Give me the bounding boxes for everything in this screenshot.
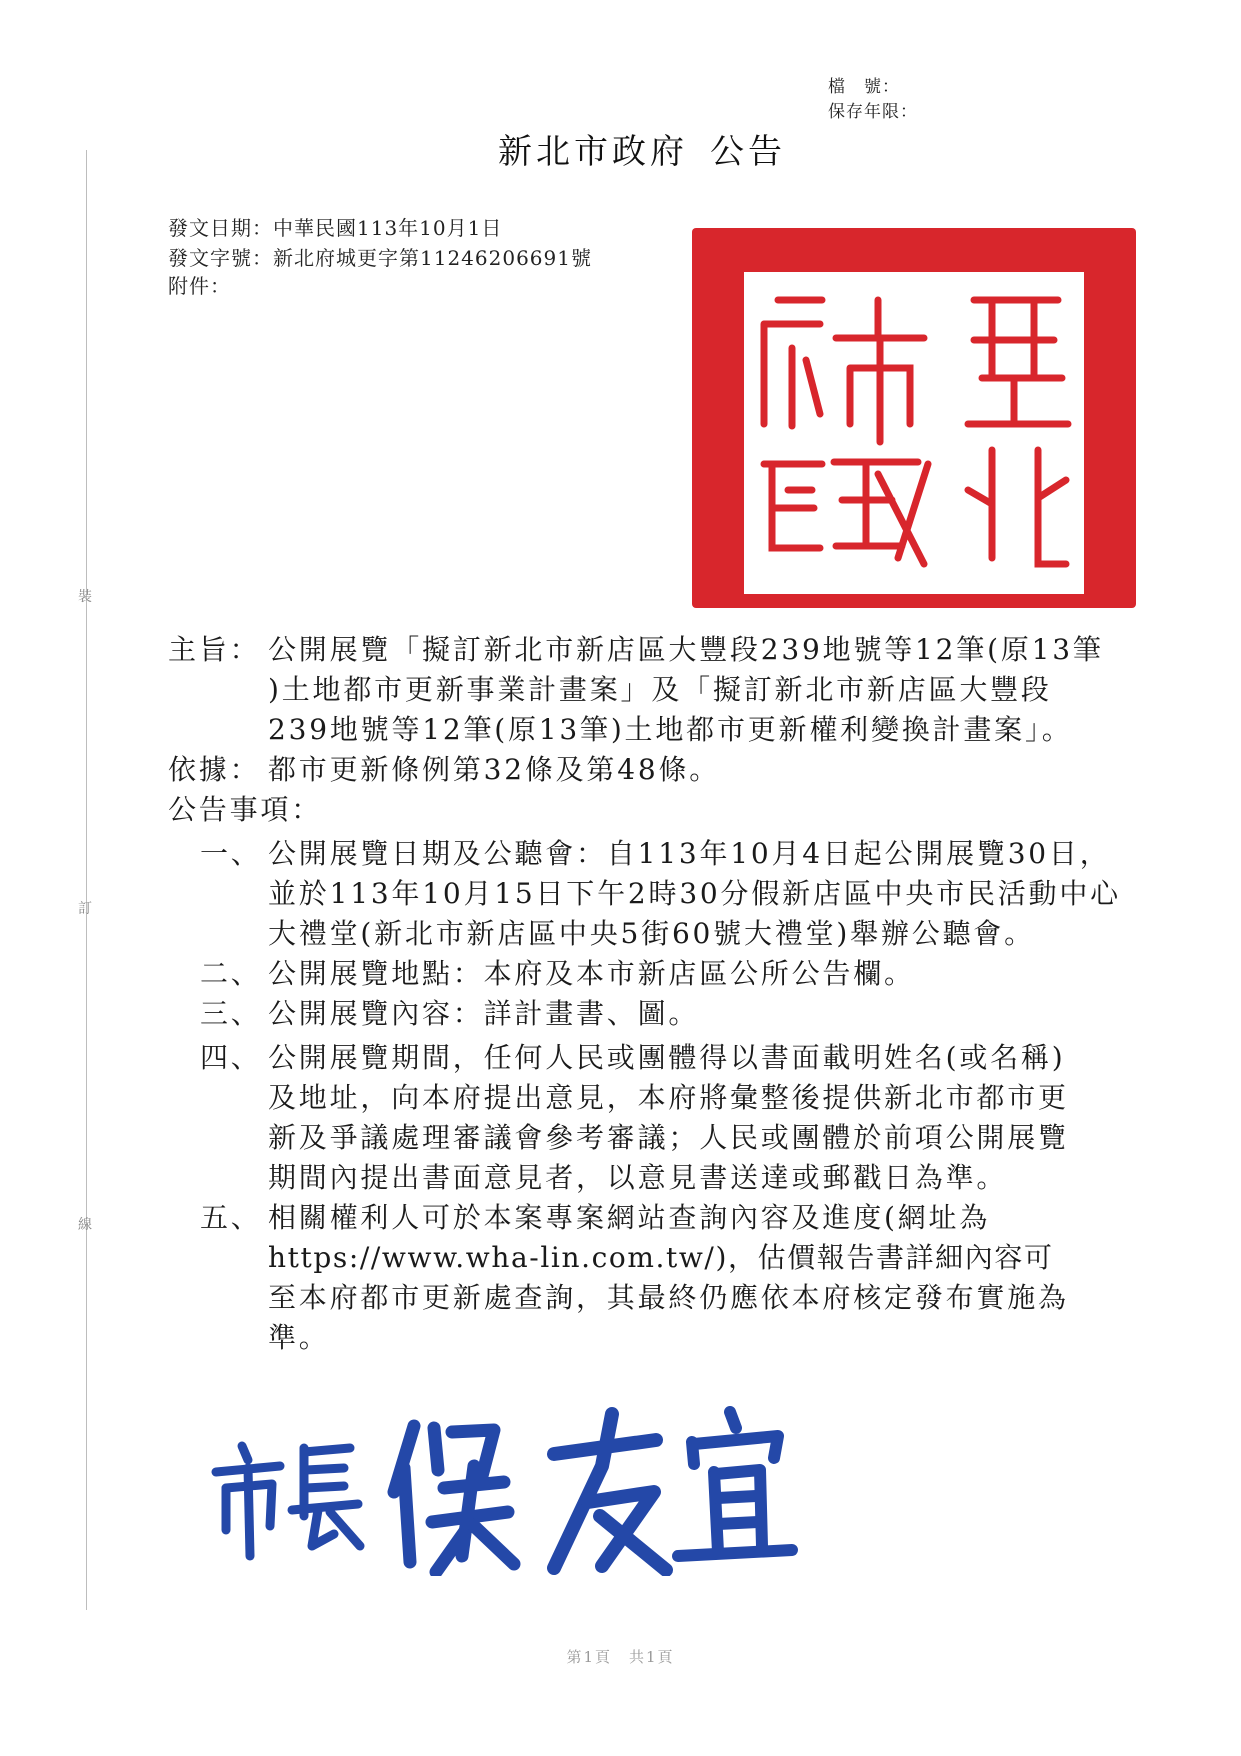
issue-date: 發文日期：中華民國113年10月1日 (168, 216, 503, 240)
title-type: 公告 (710, 132, 786, 172)
title-org: 新北市政府 (498, 132, 688, 172)
binding-line (86, 150, 87, 1610)
binding-mark-1: 裝 (78, 589, 92, 605)
notice-item-3-number: 三、 (200, 997, 262, 1030)
subject-line-3: 239地號等12筆(原13筆)土地都市更新權利變換計畫案」。 (268, 713, 1073, 746)
subject-label: 主旨： (168, 633, 261, 666)
notice-item-4-line-3: 新及爭議處理審議會參考審議；人民或團體於前項公開展覽 (268, 1121, 1069, 1154)
retention-label: 保存年限： (828, 102, 918, 122)
official-seal (692, 228, 1136, 608)
notice-item-2-line-1: 公開展覽地點：本府及本市新店區公所公告欄。 (268, 957, 915, 990)
notice-item-4-number: 四、 (200, 1041, 262, 1074)
mayor-signature (208, 1406, 848, 1580)
notice-item-4-line-1: 公開展覽期間，任何人民或團體得以書面載明姓名(或名稱) (268, 1041, 1066, 1074)
notice-item-5-number: 五、 (200, 1201, 262, 1234)
notice-item-1-line-2: 並於113年10月15日下午2時30分假新店區中央市民活動中心 (268, 877, 1121, 910)
notice-item-1-number: 一、 (200, 837, 262, 870)
notice-item-4-line-2: 及地址，向本府提出意見，本府將彙整後提供新北市都市更 (268, 1081, 1069, 1114)
attachment-label: 附件： (168, 274, 231, 298)
binding-mark-2: 訂 (78, 901, 92, 917)
notice-label: 公告事項： (168, 793, 323, 826)
subject-line-2: )土地都市更新事業計畫案」及「擬訂新北市新店區大豐段 (268, 673, 1052, 706)
notice-item-2-number: 二、 (200, 957, 262, 990)
basis-text: 都市更新條例第32條及第48條。 (268, 753, 721, 786)
signature-drawing (208, 1406, 848, 1576)
notice-item-5-line-3: 至本府都市更新處查詢，其最終仍應依本府核定發布實施為 (268, 1281, 1069, 1314)
notice-item-5-line-2: https://www.wha-lin.com.tw/)，估價報告書詳細內容可 (268, 1241, 1054, 1274)
basis-label: 依據： (168, 753, 261, 786)
page-number: 第1頁 共1頁 (566, 1648, 675, 1666)
seal-glyphs (692, 228, 1136, 608)
file-number-label: 檔 號： (828, 77, 900, 97)
binding-mark-3: 線 (78, 1217, 92, 1233)
notice-item-1-line-1: 公開展覽日期及公聽會：自113年10月4日起公開展覽30日， (268, 837, 1111, 870)
notice-item-1-line-3: 大禮堂(新北市新店區中央5街60號大禮堂)舉辦公聽會。 (268, 917, 1035, 950)
notice-item-5-line-1: 相關權利人可於本案專案網站查詢內容及進度(網址為 (268, 1201, 991, 1234)
notice-item-5-line-4: 準。 (268, 1321, 330, 1354)
notice-item-4-line-4: 期間內提出書面意見者，以意見書送達或郵戳日為準。 (268, 1161, 1008, 1194)
document-number: 發文字號：新北府城更字第11246206691號 (168, 246, 592, 270)
notice-item-3-line-1: 公開展覽內容：詳計畫書、圖。 (268, 997, 700, 1030)
page-title (498, 124, 786, 173)
subject-line-1: 公開展覽「擬訂新北市新店區大豐段239地號等12筆(原13筆 (268, 633, 1104, 666)
